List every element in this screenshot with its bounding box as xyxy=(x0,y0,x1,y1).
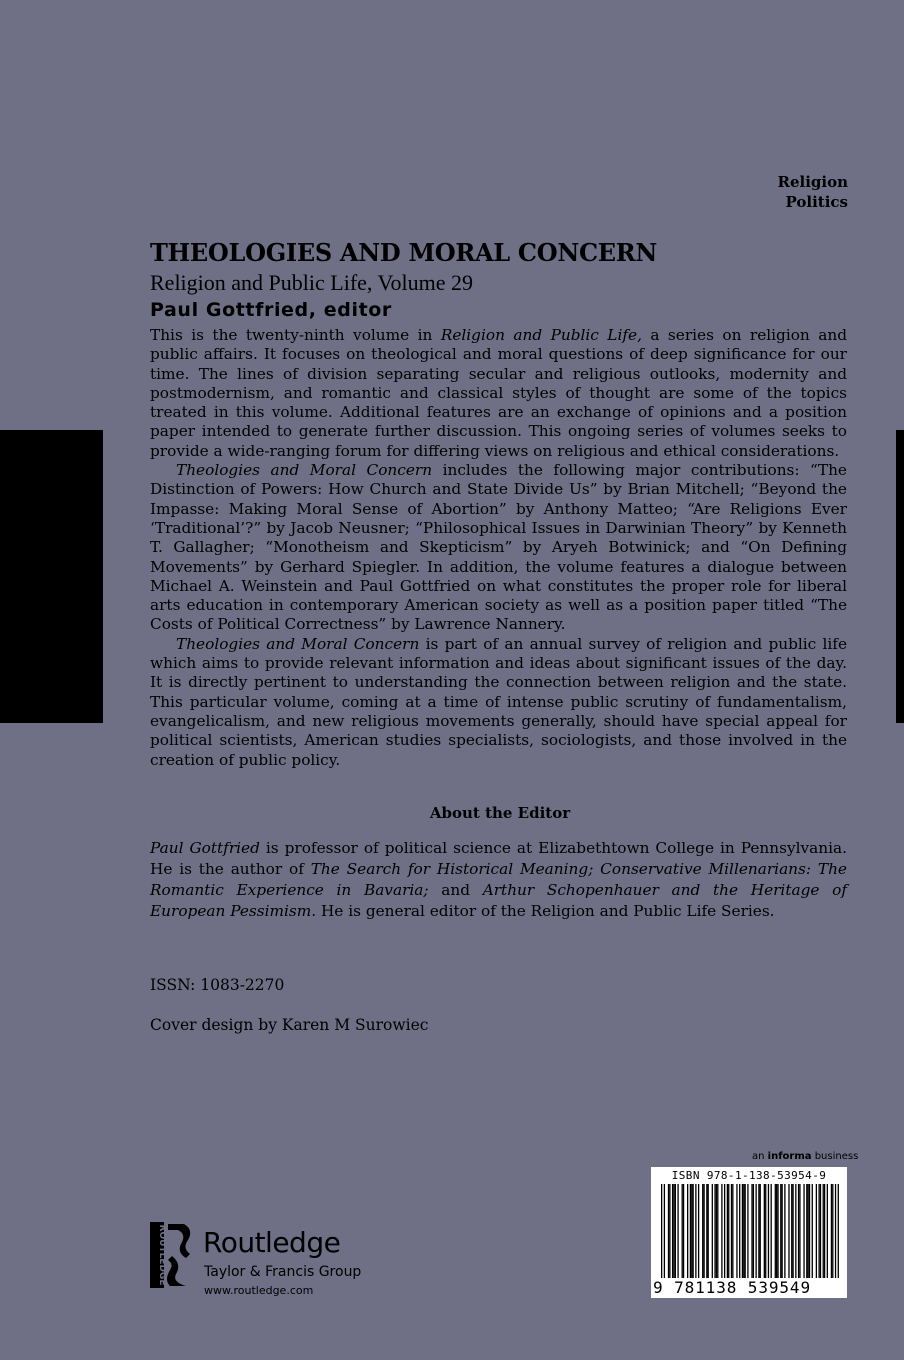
barcode-bar xyxy=(702,1184,703,1278)
barcode-bar xyxy=(791,1184,792,1278)
barcode-bar xyxy=(823,1184,824,1278)
description-paragraph-2 xyxy=(150,461,847,635)
barcode-bar xyxy=(824,1184,825,1278)
p3-title-italic: Theologies and Moral Concern xyxy=(176,634,420,653)
barcode-bar xyxy=(706,1184,707,1278)
about-text-a: is professor of political science at Elizabethtown College in Pennsylvania. He is the author of xyxy=(150,839,847,878)
barcode-bar xyxy=(788,1184,789,1278)
p2-text: includes the following major contributions: “The Distinction of Powers: How Church and State Divide Us” by Brian Mitchell; “Beyond the Impasse: Making Moral Sense of Abortion” by Anthony Matteo; “Are Religions Ever ‘Traditional’?” by Jacob Neusner; “Philosophical Issues in Darwinian Theory” by Kenneth T. Gallagher; “Monotheism and Skepticism” by Aryeh Botwinick; and “On Defining Movements” by Gerhard Spiegler. In addition, the volume features a dialogue between Michael A. Weinstein and Paul Gottfried on what constitutes the proper role for liberal arts education in contemporary American society as well as a position paper titled “The Costs of Political Correctness” by Lawrence Nannery. xyxy=(150,461,847,634)
right-black-bar xyxy=(896,430,904,723)
subject-categories xyxy=(777,172,848,212)
barcode-bar xyxy=(683,1184,684,1278)
barcode-bar xyxy=(673,1184,674,1278)
barcode-bar xyxy=(760,1184,761,1278)
about-editor-text xyxy=(150,838,847,922)
p2-title-italic: Theologies and Moral Concern xyxy=(176,461,433,480)
isbn-barcode xyxy=(651,1167,847,1298)
barcode-bar xyxy=(803,1184,804,1278)
barcode-bar xyxy=(695,1184,696,1278)
issn: ISSN: 1083-2270 xyxy=(150,976,285,994)
description-paragraph-1 xyxy=(150,326,847,461)
about-text-b: and xyxy=(428,881,483,899)
publisher-name: Routledge xyxy=(203,1226,341,1259)
barcode-bar xyxy=(698,1184,699,1278)
cover-design-credit: Cover design by Karen M Surowiec xyxy=(150,1016,429,1034)
barcode-bar xyxy=(682,1184,683,1278)
barcode-bar xyxy=(691,1184,692,1278)
barcode-bar xyxy=(743,1184,744,1278)
barcode-bar xyxy=(768,1184,769,1278)
barcode-bar xyxy=(758,1184,759,1278)
author-books-italic: The Search for Historical Meaning; Conservative Millenarians: The Romantic Experience in Bavaria; xyxy=(150,860,847,899)
barcode-bar xyxy=(835,1184,836,1278)
barcode-bar xyxy=(827,1184,828,1278)
barcode-bar xyxy=(692,1184,693,1278)
barcode-bar xyxy=(795,1184,796,1278)
barcode-bar xyxy=(753,1184,754,1278)
barcode-bar xyxy=(736,1184,737,1278)
barcode-bar xyxy=(780,1184,781,1278)
svg-text:ROUTLEDGE: ROUTLEDGE xyxy=(157,1224,167,1286)
barcode-bar xyxy=(751,1184,752,1278)
series-name-italic: Religion and Public Life, xyxy=(440,326,642,344)
barcode-bar xyxy=(703,1184,704,1278)
barcode-bar xyxy=(777,1184,778,1278)
barcode-bar xyxy=(812,1184,813,1278)
barcode-bar xyxy=(818,1184,819,1278)
barcode-bar xyxy=(721,1184,722,1278)
barcode-bar xyxy=(724,1184,725,1278)
barcode-bar xyxy=(798,1184,799,1278)
editor-name-italic: Paul Gottfried xyxy=(150,839,260,857)
barcode-bar xyxy=(775,1184,776,1278)
barcode-bar xyxy=(781,1184,782,1278)
p3-text: is part of an annual survey of religion and public life which aims to provide relevant information and ideas about significant issues of the day. It is directly pertinent to understanding the connection between religion and the state. This particular volume, coming at a time of intense public scrutiny of fundamentalism, evangelicalism, and new religious movements generally, should have special appeal for political scientists, American studies specialists, sociologists, and those involved in the creation of public policy. xyxy=(150,634,847,769)
left-black-bar xyxy=(0,430,103,723)
barcode-bar xyxy=(717,1184,718,1278)
barcode-bar xyxy=(690,1184,691,1278)
publisher-group: Taylor & Francis Group xyxy=(204,1264,362,1280)
barcode-bar xyxy=(771,1184,772,1278)
subject-religion: Religion xyxy=(777,173,848,191)
barcode-bar xyxy=(816,1184,817,1278)
barcode-bar xyxy=(675,1184,676,1278)
barcode-bar xyxy=(739,1184,740,1278)
barcode-bar xyxy=(776,1184,777,1278)
barcode-bar xyxy=(764,1184,765,1278)
isbn-digits: 9 781138 539549 xyxy=(653,1278,811,1297)
barcode-bar xyxy=(838,1184,839,1278)
barcode-bar xyxy=(755,1184,756,1278)
barcode-bar xyxy=(831,1184,832,1278)
barcode-bar xyxy=(672,1184,673,1278)
barcode-bar xyxy=(727,1184,728,1278)
barcode-bar xyxy=(832,1184,833,1278)
author-book-2-italic: Arthur Schopenhauer and the Heritage of European Pessimism. xyxy=(150,881,847,920)
barcode-icon xyxy=(661,1184,839,1278)
p1-text-b: a series on religion and public affairs. It focuses on theological and moral questions of deep significance for our time. The lines of division separating secular and religious outlooks, modernity and postmodernism, and romantic and classical styles of thought are some of the topics treated in this volume. Additional features are an exchange of opinions and a position paper intended to generate further discussion. This ongoing series of volumes seeks to provide a wide-ranging forum for differing views on religious and ethical considerations. xyxy=(150,326,847,460)
editor-line: Paul Gottfried, editor xyxy=(150,299,392,321)
series-line: Religion and Public Life, Volume 29 xyxy=(150,270,474,295)
p1-text-a: This is the twenty-ninth volume in xyxy=(150,326,441,344)
isbn-label: ISBN 978-1-138-53954-9 xyxy=(671,1169,827,1182)
barcode-bar xyxy=(820,1184,821,1278)
barcode-bar xyxy=(745,1184,746,1278)
barcode-bar xyxy=(668,1184,669,1278)
barcode-bar xyxy=(712,1184,713,1278)
barcode-bar xyxy=(742,1184,743,1278)
barcode-bar xyxy=(765,1184,766,1278)
barcode-bar xyxy=(708,1184,709,1278)
barcode-bar xyxy=(784,1184,785,1278)
about-editor-heading: About the Editor xyxy=(429,804,571,822)
subject-politics: Politics xyxy=(785,193,848,211)
barcode-bar xyxy=(687,1184,688,1278)
barcode-bar xyxy=(716,1184,717,1278)
barcode-bar xyxy=(714,1184,715,1278)
barcode-bar xyxy=(661,1184,662,1278)
barcode-bar xyxy=(732,1184,733,1278)
barcode-bar xyxy=(669,1184,670,1278)
description xyxy=(150,326,847,770)
barcode-bar xyxy=(808,1184,809,1278)
routledge-logo-icon xyxy=(150,1222,196,1288)
book-title: THEOLOGIES AND MORAL CONCERN xyxy=(150,238,658,267)
informa-business-tag: an informa business xyxy=(752,1151,859,1162)
publisher-url: www.routledge.com xyxy=(204,1284,314,1297)
about-text-c: He is general editor of the Religion and Public Life Series. xyxy=(316,902,775,920)
barcode-bar xyxy=(747,1184,748,1278)
barcode-bar xyxy=(677,1184,678,1278)
barcode-bar xyxy=(809,1184,810,1278)
barcode-bar xyxy=(806,1184,807,1278)
barcode-bar xyxy=(799,1184,800,1278)
barcode-bar xyxy=(728,1184,729,1278)
barcode-bar xyxy=(664,1184,665,1278)
description-paragraph-3 xyxy=(150,635,847,770)
barcode-bar xyxy=(792,1184,793,1278)
barcode-bar xyxy=(731,1184,732,1278)
